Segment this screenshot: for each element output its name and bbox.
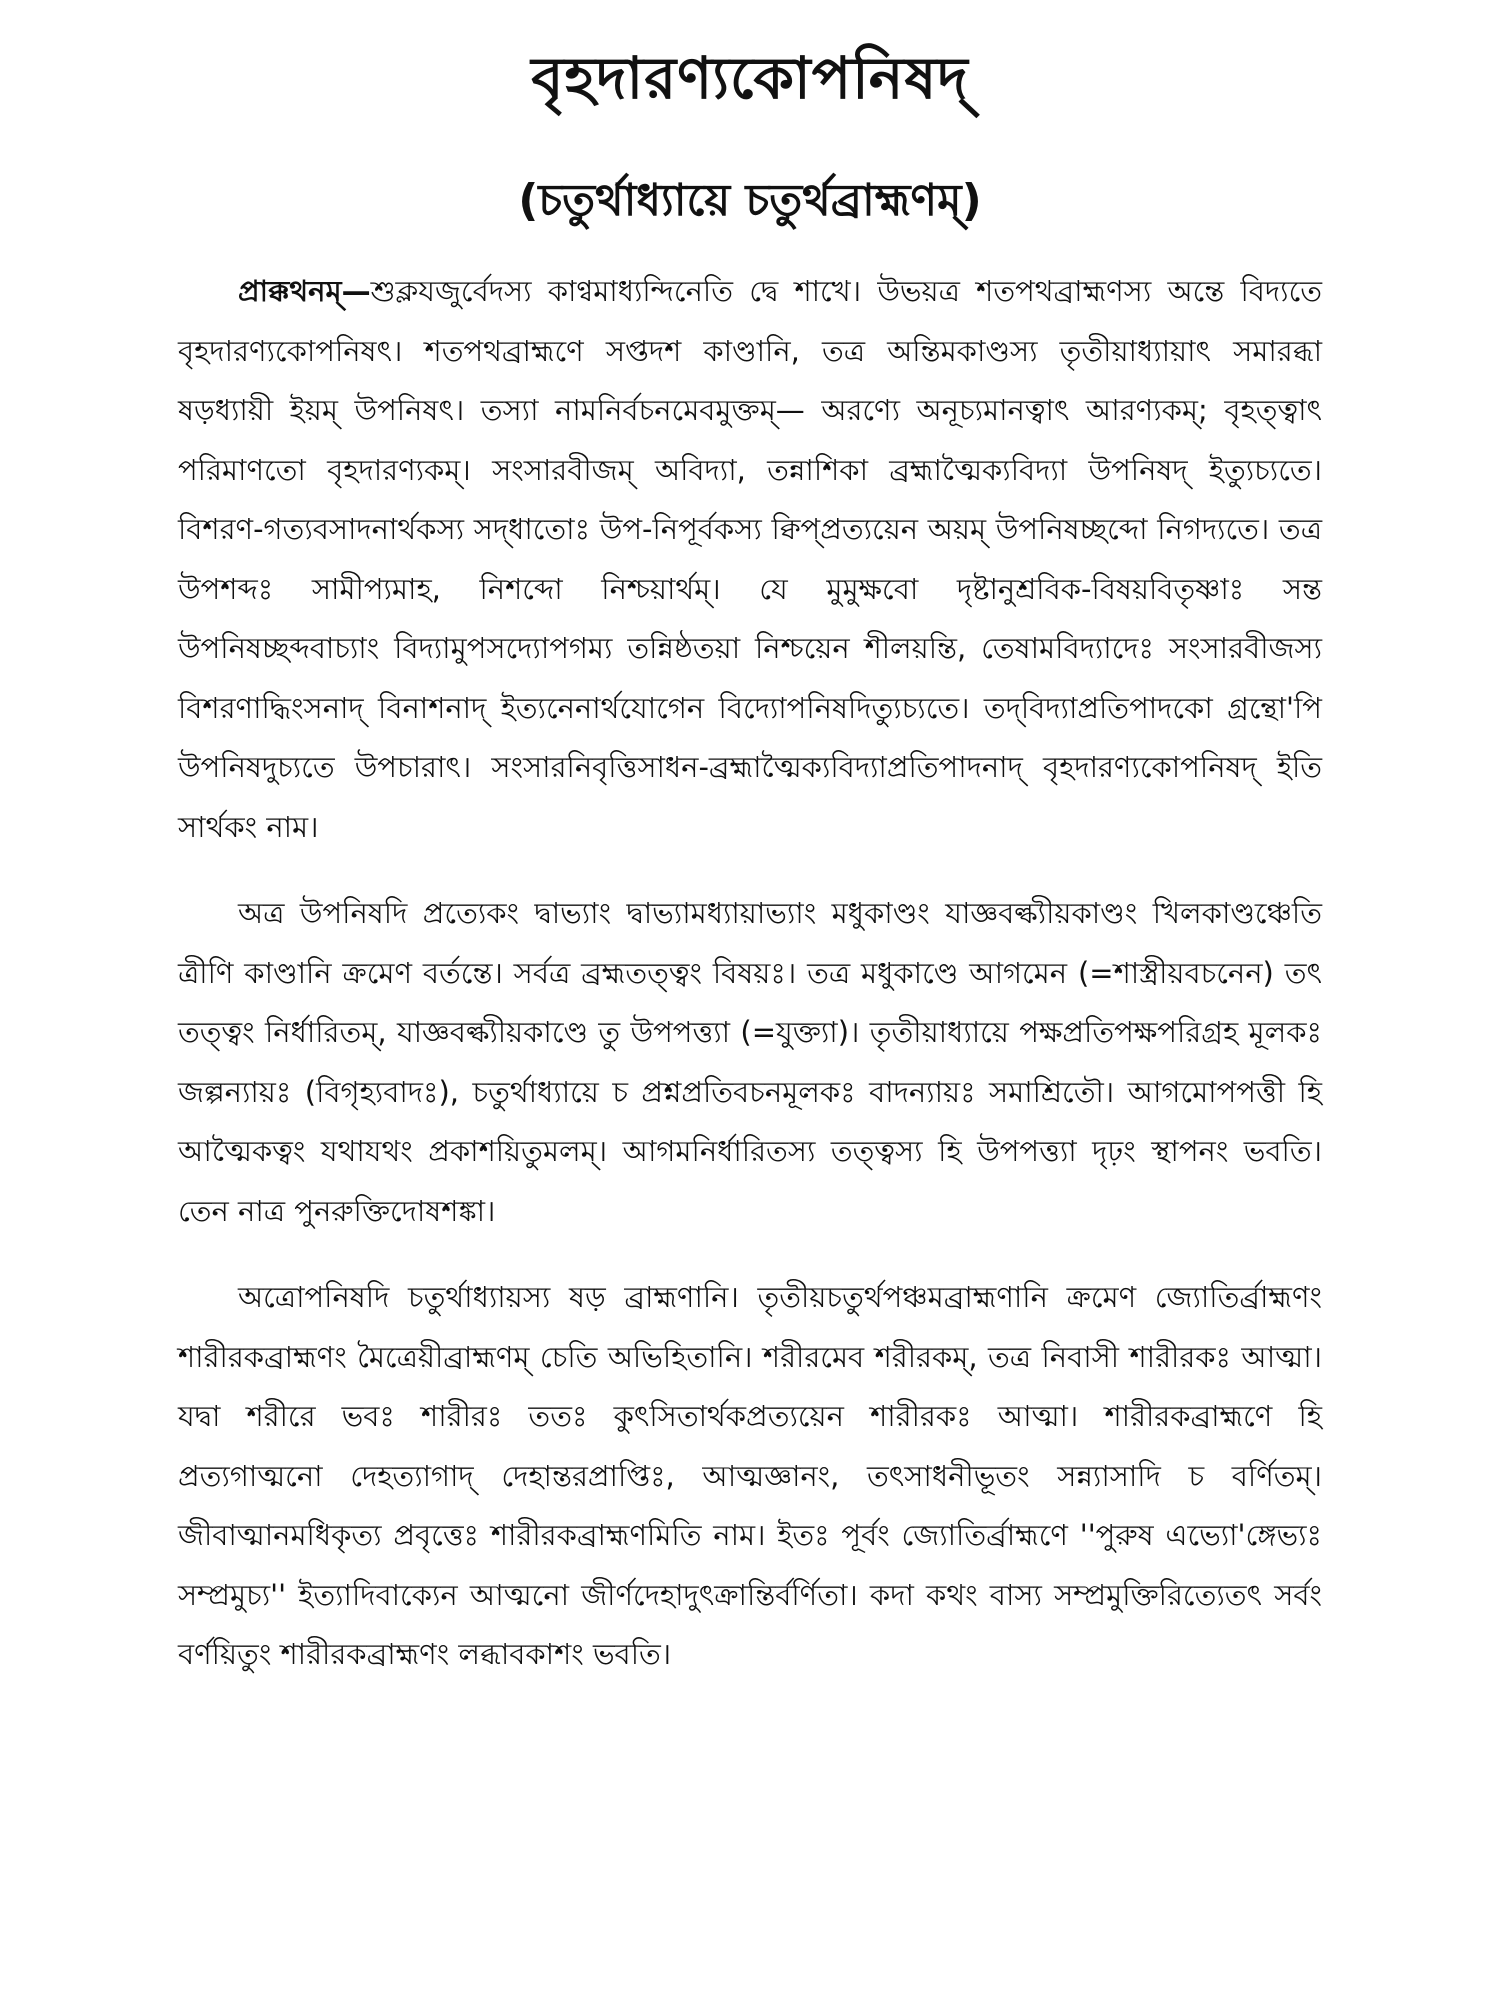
paragraph-text: শুক্লযজুর্বেদস্য কাণ্বমাধ্যন্দিনেতি দ্বে শাখে। উভয়ত্র শতপথব্রাহ্মণস্য অন্তে বিদ্যতে বৃহদারণ্যকোপনিষৎ। শতপথব্রাহ্মণে সপ্তদশ কাণ্ডানি, তত্র অন্তিমকাণ্ডস্য তৃতীয়াধ্যায়াৎ সমারব্ধা ষড়ধ্যায়ী ইয়ম্ উপনিষৎ। তস্যা নামনির্বচনমেবমুক্তম্— অরণ্যে অনূচ্যমানত্বাৎ আরণ্যকম্; বৃহত্ত্বাৎ পরিমাণতো বৃহদারণ্যকম্। সংসারবীজম্ অবিদ্যা, তন্নাশিকা ব্রহ্মাত্মৈক্যবিদ্যা উপনিষদ্ ইত্যুচ্যতে। বিশরণ-গত্যবসাদনার্থকস্য সদ্‌ধাতোঃ উপ-নিপূর্বকস্য ক্বিপ্‌প্রত্যয়েন অয়ম্ উপনিষচ্ছব্দো নিগদ্যতে। তত্র উপশব্দঃ সামীপ্যমাহ, নিশব্দো নিশ্চয়ার্থম্। যে মুমুক্ষবো দৃষ্টানুশ্রবিক-বিষয়বিতৃষ্ণাঃ সন্ত উপনিষচ্ছব্দবাচ্যাং বিদ্যামুপসদ্যোপগম্য তন্নিষ্ঠতয়া নিশ্চয়েন শীলয়ন্তি, তেষামবিদ্যাদেঃ সংসারবীজস্য বিশরণাদ্ধিংসনাদ্ বিনাশনাদ্ ইত্যনেনার্থযোগেন বিদ্যোপনিষদিত্যুচ্যতে। তদ্‌বিদ্যাপ্রতিপাদকো গ্রন্থো'পি উপনিষদুচ্যতে উপচারাৎ। সংসারনিবৃত্তিসাধন-ব্রহ্মাত্মৈক্যবিদ্যাপ্রতিপাদনাদ্ বৃহদারণ্যকোপনিষদ্ ইতি সার্থকং নাম। <box>178 274 1322 844</box>
paragraph-brahmanas <box>178 1268 1322 1685</box>
paragraph-text: অত্রোপনিষদি চতুর্থাধ্যায়স্য ষড় ব্রাহ্মণানি। তৃতীয়চতুর্থপঞ্চমব্রাহ্মণানি ক্রমেণ জ্যোতির্ব্রাহ্মণং শারীরকব্রাহ্মণং মৈত্রেয়ীব্রাহ্মণম্ চেতি অভিহিতানি। শরীরমেব শরীরকম্, তত্র নিবাসী শারীরকঃ আত্মা। যদ্বা শরীরে ভবঃ শারীরঃ ততঃ কুৎসিতার্থকপ্রত্যয়েন শারীরকঃ আত্মা। শারীরকব্রাহ্মণে হি প্রত্যগাত্মনো দেহত্যাগাদ্ দেহান্তরপ্রাপ্তিঃ, আত্মজ্ঞানং, তৎসাধনীভূতং সন্ন্যাসাদি চ বর্ণিতম্। জীবাত্মানমধিকৃত্য প্রবৃত্তেঃ শারীরকব্রাহ্মণমিতি নাম। ইতঃ পূর্বং জ্যোতির্ব্রাহ্মণে ''পুরুষ এভ্যো'ঙ্গেভ্যঃ সম্প্রমুচ্য'' ইত্যাদিবাক্যেন আত্মনো জীর্ণদেহাদুৎক্রান্তির্বর্ণিতা। কদা কথং বাস্য সম্প্রমুক্তিরিত্যেতৎ সর্বং বর্ণয়িতুং শারীরকব্রাহ্মণং লব্ধাবকাশং ভবতি। <box>178 1280 1322 1671</box>
paragraph-lead: প্রাক্কথনম্— <box>238 274 371 308</box>
paragraph-intro <box>178 262 1322 857</box>
page-subtitle: (চতুর্থাধ্যায়ে চতুর্থব্রাহ্মণম্) <box>518 175 982 226</box>
paragraph-kandas <box>178 884 1322 1241</box>
paragraph-text: অত্র উপনিষদি প্রত্যেকং দ্বাভ্যাং দ্বাভ্যামধ্যায়াভ্যাং মধুকাণ্ডং যাজ্ঞবল্ক্যীয়কাণ্ডং খিলকাণ্ডঞ্চেতি ত্রীণি কাণ্ডানি ক্রমেণ বর্তন্তে। সর্বত্র ব্রহ্মতত্ত্বং বিষয়ঃ। তত্র মধুকাণ্ডে আগমেন (=শাস্ত্রীয়বচনেন) তৎ তত্ত্বং নির্ধারিতম্, যাজ্ঞবল্ক্যীয়কাণ্ডে তু উপপত্ত্যা (=যুক্ত্যা)। তৃতীয়াধ্যায়ে পক্ষপ্রতিপক্ষপরিগ্রহ মূলকঃ জল্পন্যায়ঃ (বিগৃহ্যবাদঃ), চতুর্থাধ্যায়ে চ প্রশ্নপ্রতিবচনমূলকঃ বাদন্যায়ঃ সমাশ্রিতৌ। আগমোপপত্তী হি আত্মৈকত্বং যথাযথং প্রকাশয়িতুমলম্। আগমনির্ধারিতস্য তত্ত্বস্য হি উপপত্ত্যা দৃঢ়ং স্থাপনং ভবতি। তেন নাত্র পুনরুক্তিদোষশঙ্কা। <box>178 896 1322 1228</box>
document-body <box>178 262 1322 1685</box>
page-title: বৃহদারণ্যকোপনিষদ্ <box>531 44 969 112</box>
